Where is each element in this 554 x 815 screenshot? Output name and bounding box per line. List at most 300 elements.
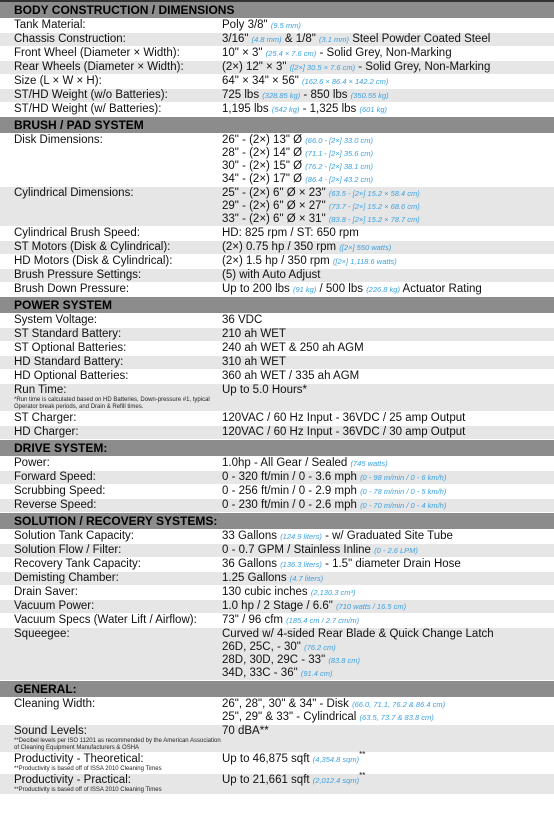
- metric-conversion: (0 - 70 m/min / 0 - 4 km/h): [360, 501, 447, 510]
- spec-row: [0, 558, 554, 572]
- metric-conversion: (2,012.4 sqm): [312, 776, 360, 785]
- spec-label-text: Vacuum Specs (Water Lift / Airflow):: [14, 614, 197, 626]
- spec-label: [0, 370, 222, 383]
- spec-value-text: 240 ah WET & 250 ah AGM: [222, 342, 364, 354]
- spec-label-text: Size (L × W × H):: [14, 75, 102, 87]
- spec-value-line: [222, 586, 554, 599]
- spec-value-text: Up to 21,661 sqft: [222, 774, 313, 786]
- spec-value-text: 33 Gallons: [222, 530, 281, 542]
- spec-row: [0, 314, 554, 328]
- spec-label-text: Power:: [14, 457, 50, 469]
- spec-label: [0, 241, 222, 254]
- spec-value-text: 26", 28", 30" & 34" - Disk: [222, 698, 353, 710]
- metric-conversion: (745 watts): [350, 459, 388, 468]
- spec-row: [0, 771, 554, 795]
- spec-row: [0, 586, 554, 600]
- metric-conversion: (3.1 mm): [319, 35, 349, 44]
- spec-value: [222, 412, 554, 425]
- spec-value: [222, 187, 554, 226]
- spec-value-text: 0 - 256 ft/min / 0 - 2.9 mph: [222, 485, 361, 497]
- spec-value: [222, 47, 554, 60]
- spec-label-text: Cleaning Width:: [14, 698, 96, 710]
- spec-label: [0, 614, 222, 627]
- spec-row: [0, 412, 554, 426]
- spec-label-text: ST Standard Battery:: [14, 328, 122, 340]
- spec-value-line: [222, 771, 554, 787]
- spec-value: [222, 255, 554, 268]
- spec-row: [0, 356, 554, 370]
- spec-label-text: Reverse Speed:: [14, 499, 97, 511]
- spec-label-text: Brush Pressure Settings:: [14, 269, 142, 281]
- metric-conversion: (83.8 - [2×] 15.2 × 78.7 cm): [328, 215, 420, 224]
- spec-value-text: 30" - (2×) 15" Ø: [222, 160, 306, 172]
- spec-value-line: [222, 134, 554, 147]
- metric-conversion: (4.7 liters): [289, 574, 324, 583]
- spec-value-text: 10" × 3": [222, 47, 266, 59]
- spec-value-text: 25", 29" & 33" - Cylindrical: [222, 711, 360, 723]
- footnote: **Productivity is based off of ISSA 2010 Cleaning Times: [14, 766, 162, 772]
- spec-label-text: HD Optional Batteries:: [14, 370, 129, 382]
- spec-value-line: [222, 269, 554, 282]
- spec-label-text: Rear Wheels (Diameter × Width):: [14, 61, 184, 73]
- spec-label: [0, 283, 222, 296]
- spec-label: [0, 457, 222, 470]
- spec-value: [222, 384, 554, 411]
- metric-conversion: (162.6 × 86.4 × 142.2 cm): [302, 77, 389, 86]
- spec-value-text: - 1,325 lbs: [299, 103, 360, 115]
- spec-label-text: Scrubbing Speed:: [14, 485, 106, 497]
- metric-conversion: (66.0, 71.1, 76.2 & 86.4 cm): [352, 700, 446, 709]
- spec-value: [222, 61, 554, 74]
- spec-value-line: [222, 572, 554, 585]
- spec-label-text: Productivity - Theoretical:: [14, 753, 144, 765]
- metric-conversion: (76.2 - [2×] 38.1 cm): [305, 162, 374, 171]
- metric-conversion: (350.55 kg): [350, 91, 389, 100]
- spec-value-line: [222, 628, 554, 641]
- spec-label: [0, 544, 222, 557]
- spec-value-line: [222, 342, 554, 355]
- section-header: DRIVE SYSTEM:: [0, 440, 554, 457]
- spec-value-text: / 500 lbs: [316, 283, 367, 295]
- spec-label-text: Brush Down Pressure:: [14, 283, 130, 295]
- spec-label-text: Solution Tank Capacity:: [14, 530, 134, 542]
- spec-value: [222, 600, 554, 613]
- spec-label-text: Run Time:: [14, 384, 67, 396]
- spec-value: [222, 134, 554, 186]
- spec-value-text: (2×) 12" × 3": [222, 61, 290, 73]
- spec-label-text: Vacuum Power:: [14, 600, 95, 612]
- metric-conversion: (0 - 78 m/min / 0 - 5 km/h): [360, 487, 447, 496]
- spec-label-text: Drain Saver:: [14, 586, 78, 598]
- spec-label-text: HD Standard Battery:: [14, 356, 124, 368]
- spec-value-line: [222, 412, 554, 425]
- spec-row: [0, 485, 554, 499]
- metric-conversion: (226.8 kg): [366, 285, 400, 294]
- spec-row: [0, 499, 554, 513]
- spec-row: [0, 725, 554, 753]
- spec-value-text: 26D, 25C, - 30": [222, 641, 305, 653]
- spec-label: [0, 725, 222, 752]
- spec-value-line: [222, 213, 554, 226]
- spec-row: [0, 75, 554, 89]
- spec-value-text: (2×) 1.5 hp / 350 rpm: [222, 255, 333, 267]
- spec-value-line: [222, 544, 554, 557]
- spec-label: [0, 269, 222, 282]
- metric-conversion: (185.4 cm / 2.7 cm/m): [286, 616, 360, 625]
- spec-value-text: 1.25 Gallons: [222, 572, 290, 584]
- section-header: SOLUTION / RECOVERY SYSTEMS:: [0, 513, 554, 530]
- spec-label: [0, 328, 222, 341]
- metric-conversion: (9.5 mm): [270, 21, 301, 30]
- spec-label-text: ST Motors (Disk & Cylindrical):: [14, 241, 171, 253]
- metric-conversion: (601 kg): [359, 105, 387, 114]
- spec-value-line: [222, 283, 554, 296]
- spec-label-text: ST Optional Batteries:: [14, 342, 127, 354]
- spec-value-text: - w/ Graduated Site Tube: [321, 530, 453, 542]
- metric-conversion: ([2×] 1,118.6 watts): [332, 257, 397, 266]
- footnote: **Productivity is based off of ISSA 2010 Cleaning Times: [14, 787, 162, 793]
- spec-value-line: [222, 457, 554, 470]
- spec-value-text: (5) with Auto Adjust: [222, 269, 321, 281]
- spec-value-line: [222, 75, 554, 88]
- spec-value-line: [222, 471, 554, 484]
- spec-row: [0, 384, 554, 412]
- spec-value-text: 0 - 230 ft/min / 0 - 2.6 mph: [222, 499, 361, 511]
- spec-label: [0, 227, 222, 240]
- spec-value-text: 34D, 33C - 36": [222, 667, 301, 679]
- spec-label: [0, 499, 222, 512]
- spec-value: [222, 75, 554, 88]
- spec-label-text: ST/HD Weight (w/o Batteries):: [14, 89, 168, 101]
- spec-value: [222, 33, 554, 46]
- spec-value-line: [222, 654, 554, 667]
- spec-value-text: 120VAC / 60 Hz Input - 36VDC / 30 amp Output: [222, 426, 466, 438]
- spec-value-text: Up to 46,875 sqft: [222, 753, 313, 765]
- spec-value: [222, 586, 554, 599]
- spec-value-line: [222, 641, 554, 654]
- spec-label: [0, 384, 222, 411]
- spec-value-line: [222, 147, 554, 160]
- spec-value-text: 0 - 0.7 GPM / Stainless Inline: [222, 544, 375, 556]
- spec-value-line: [222, 187, 554, 200]
- spec-value-line: [222, 103, 554, 116]
- section-header: BODY CONSTRUCTION / DIMENSIONS: [0, 2, 554, 19]
- spec-label-text: ST Charger:: [14, 412, 77, 424]
- spec-value-line: [222, 241, 554, 254]
- spec-value-text: 360 ah WET / 335 ah AGM: [222, 370, 360, 382]
- spec-value-text: 130 cubic inches: [222, 586, 311, 598]
- spec-value: [222, 457, 554, 470]
- metric-conversion: (76.2 cm): [304, 643, 336, 652]
- spec-value-text: 210 ah WET: [222, 328, 286, 340]
- metric-conversion: (83.8 cm): [328, 656, 361, 665]
- spec-value-line: [222, 227, 554, 240]
- spec-value: [222, 103, 554, 116]
- spec-value-line: [222, 667, 554, 680]
- spec-value: [222, 269, 554, 282]
- spec-label: [0, 412, 222, 425]
- spec-label-text: ST/HD Weight (w/ Batteries):: [14, 103, 162, 115]
- spec-value: [222, 485, 554, 498]
- spec-value-line: [222, 19, 554, 32]
- spec-label: [0, 61, 222, 74]
- spec-value-line: [222, 33, 554, 46]
- spec-label-text: Front Wheel (Diameter × Width):: [14, 47, 180, 59]
- spec-label: [0, 558, 222, 571]
- metric-conversion: (710 watts / 16.5 cm): [336, 602, 407, 611]
- spec-value-line: [222, 614, 554, 627]
- spec-value-line: [222, 160, 554, 173]
- spec-value: [222, 628, 554, 680]
- spec-row: [0, 370, 554, 384]
- spec-value: [222, 241, 554, 254]
- spec-label: [0, 103, 222, 116]
- spec-value-text: 310 ah WET: [222, 356, 286, 368]
- spec-row: [0, 19, 554, 33]
- spec-row: [0, 134, 554, 187]
- spec-value-text: Up to 5.0 Hours*: [222, 384, 308, 396]
- spec-value-text: 29" - (2×) 6" Ø × 27": [222, 200, 329, 212]
- spec-value-line: [222, 384, 554, 397]
- spec-value: [222, 771, 554, 794]
- spec-value: [222, 499, 554, 512]
- spec-row: [0, 530, 554, 544]
- spec-label: [0, 187, 222, 226]
- spec-row: [0, 572, 554, 586]
- spec-label: [0, 628, 222, 680]
- spec-value-line: [222, 61, 554, 74]
- spec-value-text: (2×) 0.75 hp / 350 rpm: [222, 241, 340, 253]
- spec-value-line: [222, 750, 554, 766]
- spec-label: [0, 485, 222, 498]
- spec-value: [222, 558, 554, 571]
- spec-value-text: 3/16": [222, 33, 252, 45]
- spec-value-line: [222, 356, 554, 369]
- spec-value: [222, 328, 554, 341]
- spec-value-line: [222, 200, 554, 213]
- spec-label-text: Recovery Tank Capacity:: [14, 558, 141, 570]
- spec-label: [0, 774, 222, 794]
- metric-conversion: (25.4 × 7.6 cm): [265, 49, 317, 58]
- spec-label: [0, 19, 222, 32]
- footnote-marker: **: [359, 771, 366, 781]
- spec-label: [0, 698, 222, 724]
- spec-value-text: 25" - (2×) 6" Ø × 23": [222, 187, 329, 199]
- metric-conversion: (124.9 liters): [280, 532, 322, 541]
- spec-value-line: [222, 89, 554, 102]
- spec-value-text: - Solid Grey, Non-Marking: [355, 61, 491, 73]
- metric-conversion: (542 kg): [271, 105, 300, 114]
- spec-value-text: 1.0 hp / 2 Stage / 6.6": [222, 600, 337, 612]
- spec-label: [0, 314, 222, 327]
- spec-label: [0, 356, 222, 369]
- spec-value-text: Poly 3/8": [222, 19, 271, 31]
- spec-row: [0, 61, 554, 75]
- section-header: POWER SYSTEM: [0, 297, 554, 314]
- spec-value-text: 120VAC / 60 Hz Input - 36VDC / 25 amp Output: [222, 412, 466, 424]
- metric-conversion: (86.4 - [2×] 43.2 cm): [305, 175, 374, 184]
- spec-value-text: 28" - (2×) 14" Ø: [222, 147, 306, 159]
- spec-row: [0, 628, 554, 681]
- spec-label: [0, 600, 222, 613]
- spec-label-text: Cylindrical Dimensions:: [14, 187, 134, 199]
- spec-label: [0, 586, 222, 599]
- spec-value-text: 1,195 lbs: [222, 103, 272, 115]
- metric-conversion: (73.7 - [2×] 15.2 × 68.6 cm): [328, 202, 420, 211]
- spec-label: [0, 342, 222, 355]
- section-header: BRUSH / PAD SYSTEM: [0, 117, 554, 134]
- spec-row: [0, 47, 554, 61]
- spec-value: [222, 530, 554, 543]
- spec-row: [0, 328, 554, 342]
- metric-conversion: (91 kg): [292, 285, 317, 294]
- spec-row: [0, 614, 554, 628]
- spec-label: [0, 47, 222, 60]
- spec-value-line: [222, 173, 554, 186]
- spec-value-text: 70 dBA**: [222, 725, 269, 737]
- spec-value-line: [222, 485, 554, 498]
- spec-value-text: Steel Powder Coated Steel: [349, 33, 491, 45]
- spec-row: [0, 600, 554, 614]
- spec-label-text: Squeegee:: [14, 628, 70, 640]
- footnote: **Decibel levels per ISO 11201 as recommended by the American Association of Cleaning Equipment Manufacturers & OSHA: [14, 738, 221, 751]
- spec-value-line: [222, 370, 554, 383]
- spec-value-text: 36 VDC: [222, 314, 263, 326]
- footnote-marker: **: [359, 750, 366, 760]
- spec-value-text: 28D, 30D, 29C - 33": [222, 654, 329, 666]
- metric-conversion: (0 - 2.6 LPM): [374, 546, 418, 555]
- spec-label: [0, 89, 222, 102]
- spec-label: [0, 753, 222, 773]
- spec-row: [0, 255, 554, 269]
- spec-value-text: 33" - (2×) 6" Ø × 31": [222, 213, 329, 225]
- spec-value-text: 1.0hp - All Gear / Sealed: [222, 457, 351, 469]
- spec-value-text: 26" - (2×) 13" Ø: [222, 134, 306, 146]
- spec-label: [0, 572, 222, 585]
- spec-value-text: Actuator Rating: [399, 283, 482, 295]
- spec-value: [222, 89, 554, 102]
- spec-value-text: HD: 825 rpm / ST: 650 rpm: [222, 227, 359, 239]
- spec-label: [0, 134, 222, 186]
- spec-value-text: Up to 200 lbs: [222, 283, 293, 295]
- spec-label-text: HD Charger:: [14, 426, 79, 438]
- spec-label-text: Disk Dimensions:: [14, 134, 103, 146]
- spec-label-text: Sound Levels:: [14, 725, 87, 737]
- spec-value-line: [222, 558, 554, 571]
- spec-row: [0, 227, 554, 241]
- spec-value-line: [222, 426, 554, 439]
- spec-value-line: [222, 600, 554, 613]
- spec-row: [0, 544, 554, 558]
- spec-value: [222, 725, 554, 752]
- spec-value: [222, 698, 554, 724]
- metric-conversion: (63.5, 73.7 & 83.8 cm): [359, 713, 434, 722]
- spec-row: [0, 750, 554, 774]
- spec-row: [0, 103, 554, 117]
- spec-row: [0, 269, 554, 283]
- section-header: GENERAL:: [0, 681, 554, 698]
- spec-value: [222, 471, 554, 484]
- spec-row: [0, 342, 554, 356]
- spec-value: [222, 356, 554, 369]
- spec-value: [222, 283, 554, 296]
- spec-value: [222, 572, 554, 585]
- spec-value-line: [222, 499, 554, 512]
- spec-label-text: System Voltage:: [14, 314, 98, 326]
- spec-label: [0, 426, 222, 439]
- metric-conversion: (136.3 liters): [280, 560, 322, 569]
- spec-value: [222, 544, 554, 557]
- footnote: *Run time is calculated based on HD Batteries, Down-pressure #1, typical Operator break periods, and Drain & Refill times.: [14, 397, 210, 410]
- metric-conversion: (328.85 kg): [262, 91, 301, 100]
- spec-row: [0, 471, 554, 485]
- spec-value-text: & 1/8": [281, 33, 319, 45]
- spec-row: [0, 33, 554, 47]
- spec-value-text: 34" - (2×) 17" Ø: [222, 173, 306, 185]
- metric-conversion: (91.4 cm): [300, 669, 333, 678]
- spec-value-text: 36 Gallons: [222, 558, 281, 570]
- metric-conversion: ([2×] 30.5 × 7.6 cm): [289, 63, 356, 72]
- spec-label: [0, 471, 222, 484]
- spec-label-text: HD Motors (Disk & Cylindrical):: [14, 255, 173, 267]
- spec-row: [0, 241, 554, 255]
- spec-value-line: [222, 255, 554, 268]
- spec-label-text: Demisting Chamber:: [14, 572, 119, 584]
- spec-value-line: [222, 47, 554, 60]
- spec-label-text: Solution Flow / Filter:: [14, 544, 122, 556]
- spec-label-text: Productivity - Practical:: [14, 774, 131, 786]
- spec-value: [222, 614, 554, 627]
- spec-row: [0, 283, 554, 297]
- spec-value-line: [222, 314, 554, 327]
- spec-value-text: 725 lbs: [222, 89, 263, 101]
- spec-value: [222, 370, 554, 383]
- spec-value: [222, 19, 554, 32]
- metric-conversion: (71.1 - [2×] 35.6 cm): [305, 149, 374, 158]
- metric-conversion: ([2×] 550 watts): [339, 243, 392, 252]
- spec-label-text: Cylindrical Brush Speed:: [14, 227, 140, 239]
- spec-label-text: Tank Material:: [14, 19, 86, 31]
- spec-row: [0, 457, 554, 471]
- spec-label: [0, 255, 222, 268]
- spec-value-text: Curved w/ 4-sided Rear Blade & Quick Change Latch: [222, 628, 494, 640]
- spec-value-text: - 1.5" diameter Drain Hose: [321, 558, 461, 570]
- spec-value-text: 64" × 34" × 56": [222, 75, 303, 87]
- spec-value-line: [222, 711, 554, 724]
- metric-conversion: (66.0 - [2×] 33.0 cm): [305, 136, 374, 145]
- metric-conversion: (63.5 - [2×] 15.2 × 58.4 cm): [328, 189, 420, 198]
- spec-label-text: Forward Speed:: [14, 471, 96, 483]
- spec-value: [222, 314, 554, 327]
- metric-conversion: (4,354.8 sqm): [312, 755, 360, 764]
- metric-conversion: (4.8 mm): [251, 35, 282, 44]
- spec-row: [0, 426, 554, 440]
- spec-label: [0, 530, 222, 543]
- spec-value-text: 73" / 96 cfm: [222, 614, 287, 626]
- spec-label: [0, 33, 222, 46]
- spec-value-line: [222, 530, 554, 543]
- spec-value: [222, 227, 554, 240]
- spec-value-line: [222, 725, 554, 738]
- spec-label: [0, 75, 222, 88]
- spec-row: [0, 698, 554, 725]
- spec-value-text: - Solid Grey, Non-Marking: [316, 47, 452, 59]
- spec-value-line: [222, 698, 554, 711]
- spec-value-line: [222, 328, 554, 341]
- metric-conversion: (0 - 98 m/min / 0 - 6 km/h): [360, 473, 447, 482]
- metric-conversion: (2,130.3 cm³): [310, 588, 356, 597]
- spec-row: [0, 187, 554, 227]
